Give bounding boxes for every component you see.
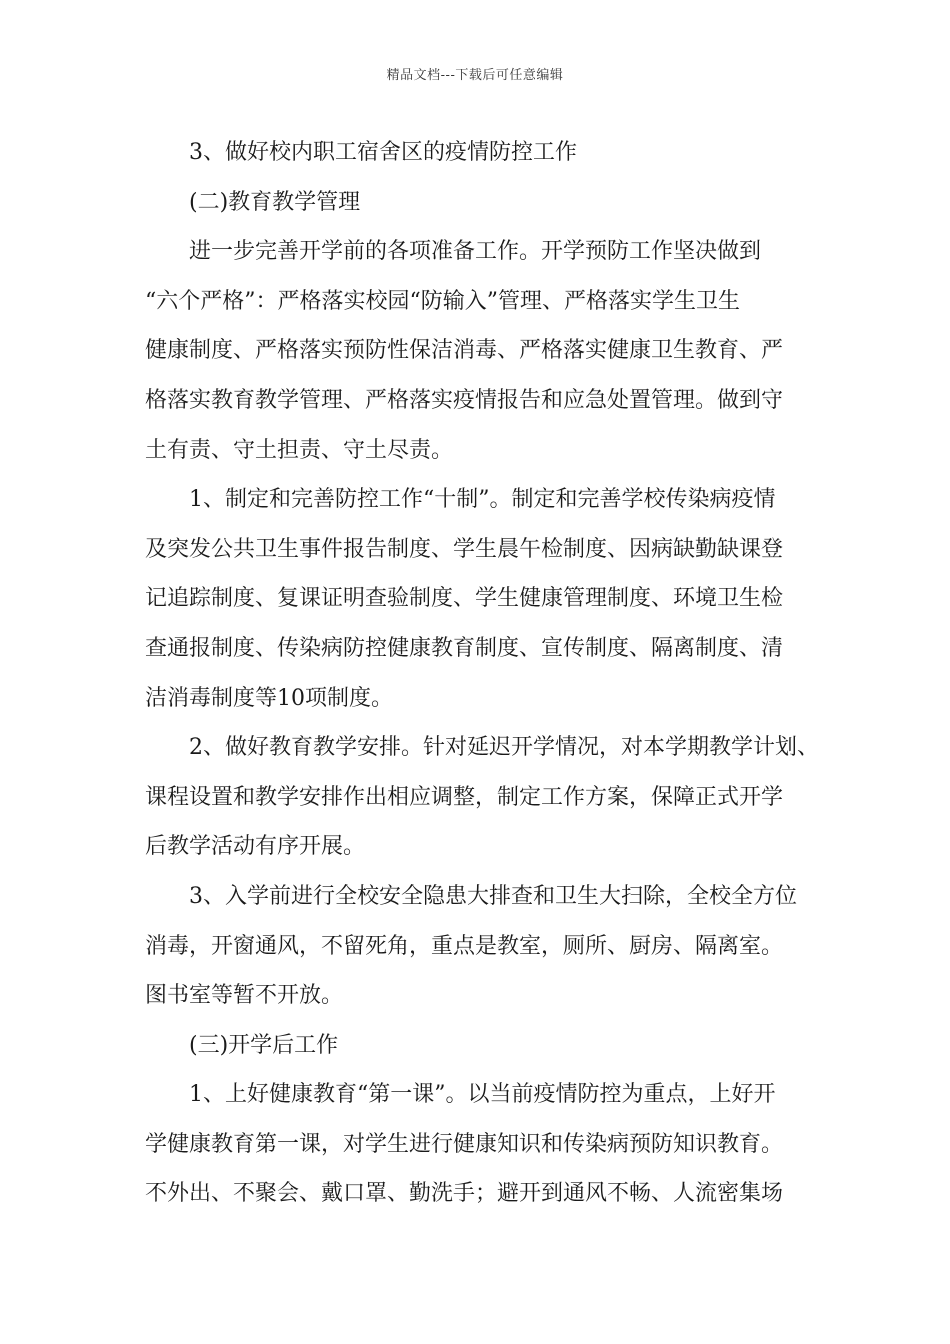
text-line: 消毒，开窗通风，不留死角，重点是教室，厕所、厨房、隔离室。 bbox=[145, 933, 784, 959]
text-line: 不外出、不聚会、戴口罩、勤洗手；避开到通风不畅、人流密集场 bbox=[145, 1181, 784, 1207]
text-line: 图书室等暂不开放。 bbox=[145, 983, 344, 1009]
document-body bbox=[145, 128, 819, 1219]
page-header: 精品文档---下载后可任意编辑 bbox=[386, 68, 564, 83]
text-line: 记追踪制度、复课证明查验制度、学生健康管理制度、环境卫生检 bbox=[145, 586, 784, 612]
text-line: 进一步完善开学前的各项准备工作。开学预防工作坚决做到 bbox=[189, 239, 762, 265]
text-line: 课程设置和教学安排作出相应调整，制定工作方案，保障正式开学 bbox=[145, 784, 784, 810]
text-line: 洁消毒制度等10项制度。 bbox=[145, 685, 393, 711]
text-line: 2、做好教育教学安排。针对延迟开学情况，对本学期教学计划、 bbox=[189, 735, 819, 761]
section-heading: (三)开学后工作 bbox=[189, 1032, 339, 1058]
text-line: 健康制度、严格落实预防性保洁消毒、严格落实健康卫生教育、严 bbox=[145, 338, 784, 364]
text-line: 1、制定和完善防控工作“十制”。制定和完善学校传染病疫情 bbox=[189, 487, 776, 513]
text-line: 3、做好校内职工宿舍区的疫情防控工作 bbox=[189, 140, 577, 165]
section-heading: (二)教育教学管理 bbox=[189, 189, 361, 215]
text-line: 学健康教育第一课，对学生进行健康知识和传染病预防知识教育。 bbox=[145, 1131, 784, 1157]
text-line: “六个严格”：严格落实校园“防输入”管理、严格落实学生卫生 bbox=[145, 288, 740, 314]
text-line: 后教学活动有序开展。 bbox=[145, 834, 366, 860]
text-line: 1、上好健康教育“第一课”。以当前疫情防控为重点，上好开 bbox=[189, 1082, 776, 1108]
text-line: 土有责、守土担责、守土尽责。 bbox=[145, 437, 454, 463]
text-line: 格落实教育教学管理、严格落实疫情报告和应急处置管理。做到守 bbox=[145, 387, 784, 413]
text-line: 3、入学前进行全校安全隐患大排查和卫生大扫除，全校全方位 bbox=[189, 883, 797, 909]
text-line: 及突发公共卫生事件报告制度、学生晨午检制度、因病缺勤缺课登 bbox=[145, 536, 784, 562]
text-line: 查通报制度、传染病防控健康教育制度、宣传制度、隔离制度、清 bbox=[145, 635, 784, 661]
